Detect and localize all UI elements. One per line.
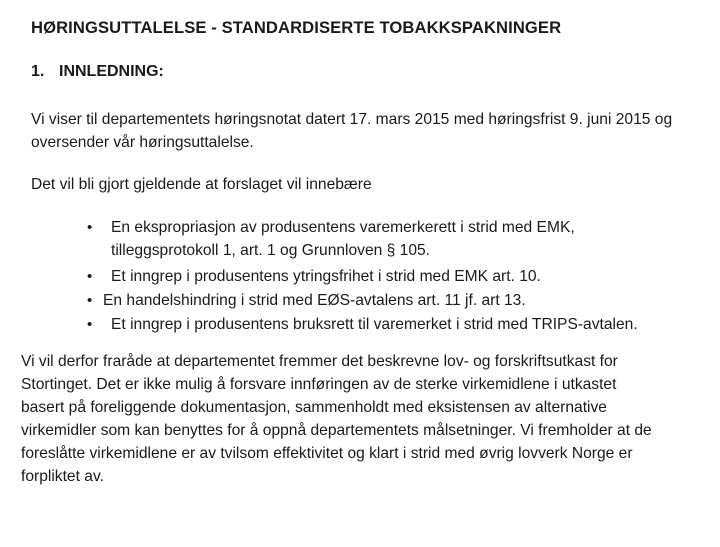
section-number: 1. xyxy=(31,63,45,80)
list-item-line: Et inngrep i produsentens bruksrett til varemerket i strid med TRIPS-avtalen. xyxy=(111,316,638,333)
bullet-icon: • xyxy=(87,268,93,285)
paragraph-line: virkemidler som kan benyttes for å oppnå departementets målsetninger. Vi fremholder at de xyxy=(21,422,652,439)
paragraph-line: Vi vil derfor fraråde at departementet fremmer det beskrevne lov- og forskriftsutkast for xyxy=(21,353,618,370)
list-item-line: En ekspropriasjon av produsentens varemerkerett i strid med EMK, xyxy=(111,219,575,236)
list-item xyxy=(0,289,720,312)
list-item-line: En handelshindring i strid med EØS-avtalens art. 11 jf. art 13. xyxy=(103,292,526,309)
bullet-icon: • xyxy=(87,316,93,333)
lead-paragraph: Det vil bli gjort gjeldende at forslaget vil innebære xyxy=(31,176,372,193)
list-item-line: Et inngrep i produsentens ytringsfrihet i strid med EMK art. 10. xyxy=(111,268,541,285)
section-heading-text: INNLEDNING: xyxy=(59,63,164,80)
bullet-list xyxy=(0,216,720,336)
paragraph-line: oversender vår høringsuttalelse. xyxy=(31,134,254,151)
section-heading xyxy=(31,63,164,81)
paragraph-line: Vi viser til departementets høringsnotat datert 17. mars 2015 med høringsfrist 9. juni 2015 og xyxy=(31,111,673,128)
list-item xyxy=(0,313,720,336)
list-item xyxy=(0,265,720,288)
paragraph-line: foreslåtte virkemidlene er av tvilsom effektivitet og klart i strid med øvrig lovverk Norge er xyxy=(21,445,633,462)
document-title: HØRINGSUTTALELSE - STANDARDISERTE TOBAKKSPAKNINGER xyxy=(31,18,562,37)
bullet-icon: • xyxy=(87,292,93,309)
paragraph-line: basert på foreliggende dokumentasjon, sammenholdt med eksistensen av alternative xyxy=(21,399,607,416)
list-item xyxy=(0,216,720,262)
bullet-icon: • xyxy=(87,219,93,236)
list-item-line: tilleggsprotokoll 1, art. 1 og Grunnloven § 105. xyxy=(111,242,431,259)
conclusion-paragraph xyxy=(21,350,652,488)
paragraph-line: forpliktet av. xyxy=(21,468,104,485)
paragraph-line: Stortinget. Det er ikke mulig å forsvare innføringen av de sterke virkemidlene i utkastet xyxy=(21,376,617,393)
intro-paragraph xyxy=(31,108,672,154)
